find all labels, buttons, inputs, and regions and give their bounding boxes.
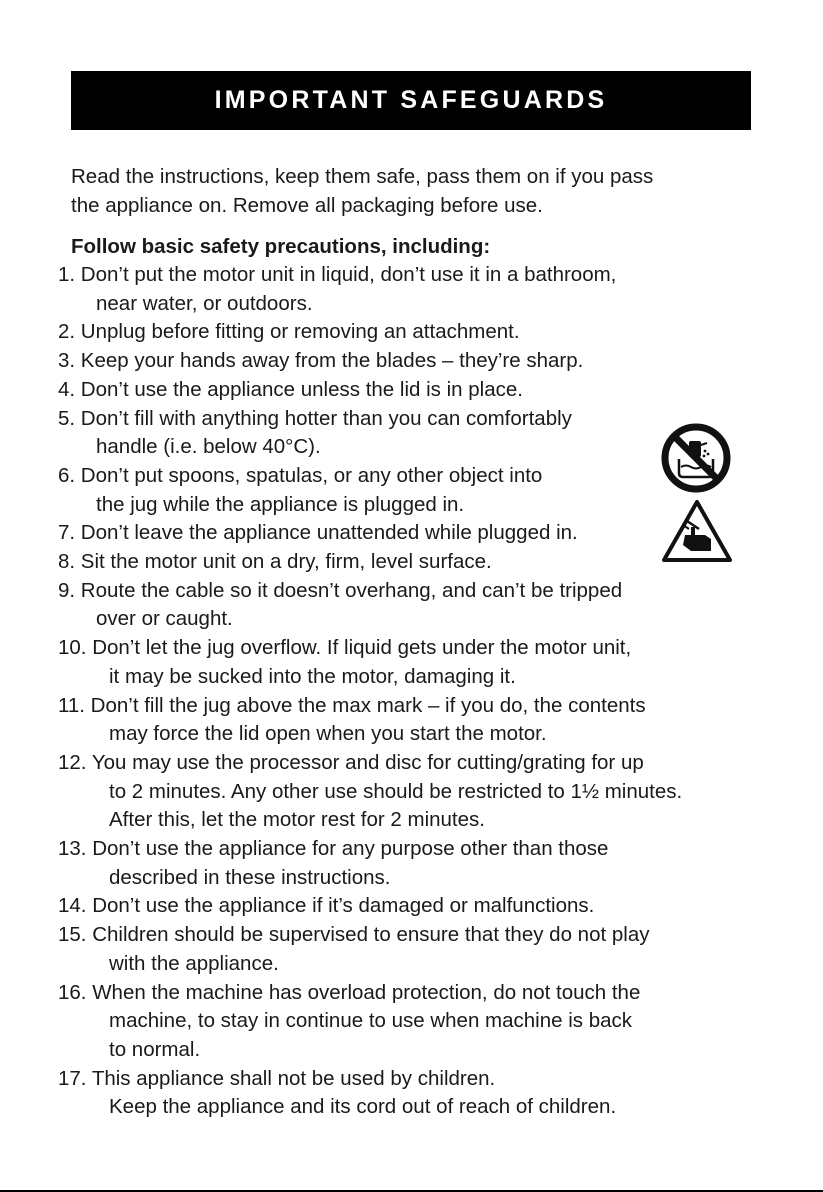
precaution-line: handle (i.e. below 40°C). [96, 435, 321, 459]
intro-line: the appliance on. Remove all packaging before use. [71, 194, 543, 217]
precaution-line: machine, to stay in continue to use when machine is back [109, 1009, 633, 1033]
precaution-line: it may be sucked into the motor, damaging it. [109, 664, 516, 688]
precaution-line: may force the lid open when you start the motor. [109, 722, 547, 746]
precaution-line: with the appliance. [109, 951, 279, 975]
precaution-line: the jug while the appliance is plugged in. [96, 492, 465, 516]
precaution-line: 12. You may use the processor and disc for cutting/grating for up [58, 750, 644, 774]
intro-paragraph [71, 162, 771, 220]
precaution-line: 15. Children should be supervised to ensure that they do not play [58, 923, 650, 947]
precaution-item [58, 634, 778, 691]
precaution-line: 2. Unplug before fitting or removing an attachment. [58, 320, 520, 344]
precaution-item [58, 376, 778, 405]
precaution-item [58, 318, 778, 347]
precaution-line: 9. Route the cable so it doesn’t overhang, and can’t be tripped [58, 578, 623, 602]
precaution-line: to normal. [109, 1037, 201, 1061]
precaution-item [58, 892, 778, 921]
precaution-line: 1. Don’t put the motor unit in liquid, don’t use it in a bathroom, [58, 263, 617, 286]
precaution-line: 13. Don’t use the appliance for any purpose other than those [58, 837, 609, 861]
precaution-line: 5. Don’t fill with anything hotter than you can comfortably [58, 406, 572, 430]
precaution-item [58, 921, 778, 978]
precaution-line: 14. Don’t use the appliance if it’s damaged or malfunctions. [58, 894, 595, 918]
banner-title: IMPORTANT SAFEGUARDS [214, 86, 608, 114]
precaution-item [58, 692, 778, 749]
precaution-line: described in these instructions. [109, 865, 391, 889]
precaution-line: After this, let the motor rest for 2 minutes. [109, 808, 485, 832]
precautions-list [58, 261, 778, 1122]
safeguards-banner [71, 71, 751, 130]
precaution-line: near water, or outdoors. [96, 291, 313, 315]
precaution-line: 16. When the machine has overload protection, do not touch the [58, 980, 641, 1004]
precaution-line: to 2 minutes. Any other use should be restricted to 1½ minutes. [109, 779, 683, 803]
precaution-line: 6. Don’t put spoons, spatulas, or any other object into [58, 463, 543, 487]
precaution-line: 11. Don’t fill the jug above the max mark – if you do, the contents [58, 693, 646, 717]
precaution-line: 8. Sit the motor unit on a dry, firm, level surface. [58, 550, 492, 574]
precaution-line: 3. Keep your hands away from the blades – they’re sharp. [58, 349, 584, 373]
precaution-line: 7. Don’t leave the appliance unattended while plugged in. [58, 521, 578, 545]
precaution-line: 4. Don’t use the appliance unless the lid is in place. [58, 377, 523, 401]
precaution-item [58, 1065, 778, 1122]
precaution-item [58, 347, 778, 376]
precautions-heading: Follow basic safety precautions, including: [71, 235, 491, 258]
precaution-line: 10. Don’t let the jug overflow. If liquid gets under the motor unit, [58, 636, 632, 660]
precaution-line: 17. This appliance shall not be used by children. [58, 1066, 496, 1090]
precaution-item [58, 577, 778, 634]
precaution-line: over or caught. [96, 607, 233, 631]
sharp-blade-warning-icon [661, 499, 733, 563]
intro-line: Read the instructions, keep them safe, pass them on if you pass [71, 165, 654, 188]
no-immersion-icon [661, 423, 731, 493]
precaution-item [58, 835, 778, 892]
precaution-item [58, 749, 778, 835]
precaution-item [58, 261, 778, 318]
precaution-line: Keep the appliance and its cord out of reach of children. [109, 1095, 617, 1119]
precaution-item [58, 979, 778, 1065]
